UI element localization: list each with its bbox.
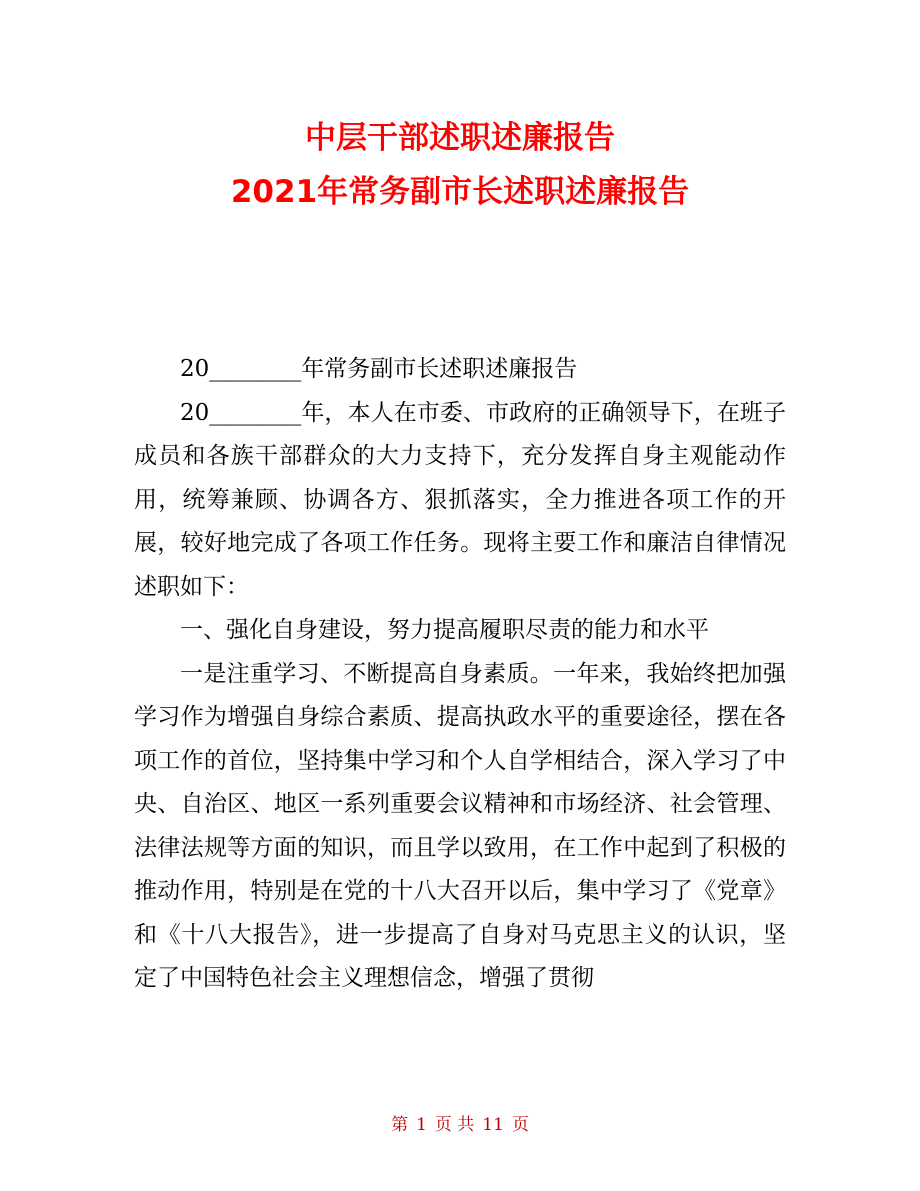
page-footer bbox=[0, 1113, 920, 1137]
body-paragraph-2: 20________年，本人在市委、市政府的正确领导下，在班子成员和各族干部群众的大力支持下，充分发挥自身主观能动作用，统筹兼顾、协调各方、狠抓落实，全力推进各项工作的开展，较好地完成了各项工作任务。现将主要工作和廉洁自律情况述职如下： bbox=[134, 399, 786, 600]
footer-label-page: 第 bbox=[391, 1115, 409, 1135]
document-body bbox=[134, 348, 786, 1001]
document-title-line-2: 2021年常务副市长述职述廉报告 bbox=[230, 174, 690, 210]
footer-label-end: 页 bbox=[511, 1115, 529, 1135]
document-title-line-1: 中层干部述职述廉报告 bbox=[305, 120, 615, 156]
body-paragraph-3: 一、强化自身建设，努力提高履职尽责的能力和水平 bbox=[180, 617, 709, 643]
body-paragraph-1: 20________年常务副市长述职述廉报告 bbox=[180, 356, 578, 382]
footer-total-pages: 11 bbox=[482, 1115, 504, 1135]
footer-current-page: 1 bbox=[416, 1115, 427, 1135]
body-paragraph-4: 一是注重学习、不断提高自身素质。一年来，我始终把加强学习作为增强自身综合素质、提高执政水平的重要途径，摆在各项工作的首位，坚持集中学习和个人自学相结合，深入学习了中央、自治区、地区一系列重要会议精神和市场经济、社会管理、法律法规等方面的知识，而且学以致用，在工作中起到了积极的推动作用，特别是在党的十八大召开以后，集中学习了《党章》和《十八大报告》，进一步提高了自身对马克思主义的认识，坚定了中国特色社会主义理想信念，增强了贯彻 bbox=[134, 660, 786, 991]
footer-label-of: 页 共 bbox=[434, 1115, 475, 1135]
